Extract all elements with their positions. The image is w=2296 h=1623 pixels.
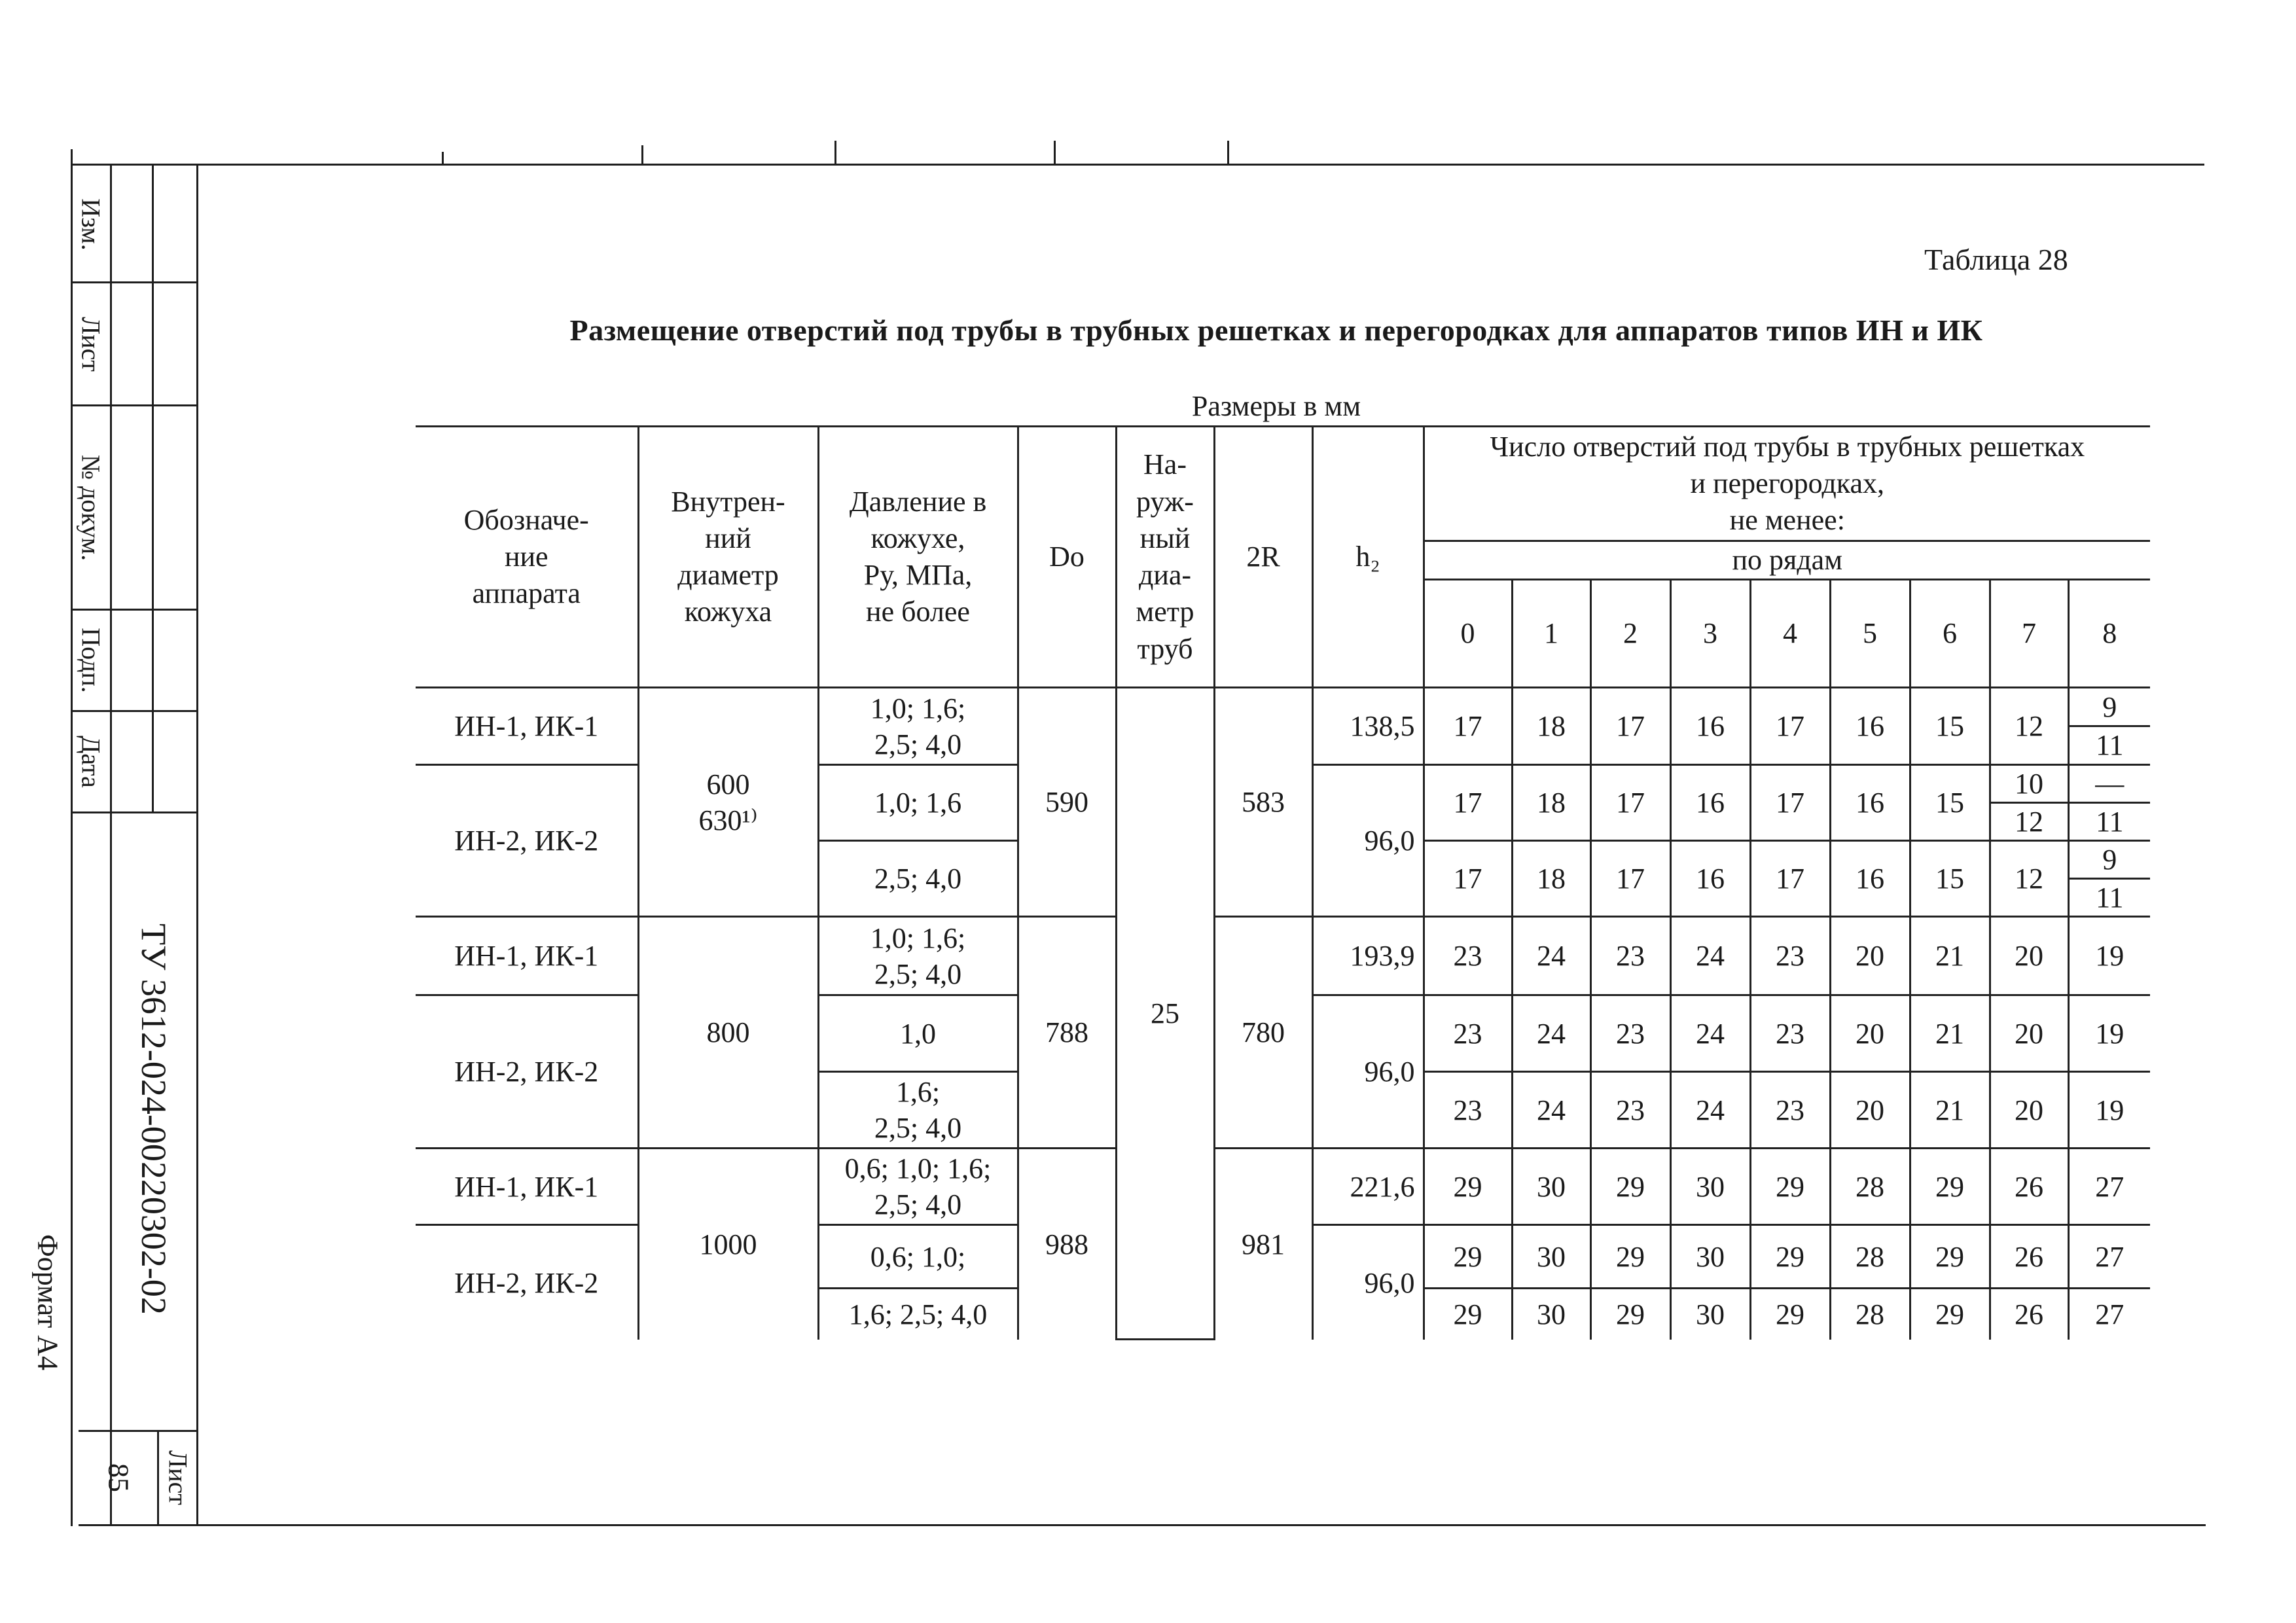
count-cell: 21: [1910, 1072, 1990, 1149]
do-cell: 788: [1018, 917, 1116, 1149]
count-cell: 20: [1830, 995, 1910, 1072]
h2-cell: 96,0: [1312, 1225, 1424, 1340]
count-cell: 28: [1830, 1225, 1910, 1289]
count-cell: 15: [1910, 688, 1990, 765]
two-r-cell: 583: [1214, 688, 1312, 917]
count-cell: 30: [1670, 1149, 1750, 1225]
header-designation: Обозначе- ние аппарата: [416, 427, 638, 688]
stamp-list-label: Лист: [76, 316, 106, 372]
count-cell: 26: [1990, 1149, 2068, 1225]
count-cell: 23: [1750, 1072, 1830, 1149]
stamp-list-cell: [72, 283, 110, 404]
count-cell: 16: [1830, 765, 1910, 841]
stamp-sign-label: Подп.: [76, 628, 106, 693]
count-cell: 29: [1424, 1289, 1512, 1340]
two-r-cell: 981: [1214, 1149, 1312, 1340]
top-tick: [1054, 141, 1056, 164]
count-cell: 21: [1910, 917, 1990, 995]
stamp-col-line-2: [152, 164, 154, 812]
count-cell: 29: [1590, 1225, 1670, 1289]
doc-code-cell: [111, 825, 196, 1414]
count-cell: 29: [1750, 1289, 1830, 1340]
pressure-cell: 1,0; 1,6; 2,5; 4,0: [818, 688, 1018, 765]
count-cell: 29: [1424, 1225, 1512, 1289]
count-cell: 12: [1990, 841, 2068, 917]
count-cell: 23: [1750, 995, 1830, 1072]
count-cell: 30: [1512, 1149, 1590, 1225]
pressure-cell: 0,6; 1,0; 1,6; 2,5; 4,0: [818, 1149, 1018, 1225]
stamp-docno-label: № докум.: [76, 454, 106, 561]
row-index: 6: [1910, 580, 1990, 688]
do-cell: 590: [1018, 688, 1116, 917]
fraction-top: 9: [2070, 842, 2151, 880]
header-2r: 2R: [1214, 427, 1312, 688]
count-cell: 29: [1750, 1149, 1830, 1225]
count-cell: 15: [1910, 841, 1990, 917]
header-outer-tube: На- руж- ный диа- метр труб: [1116, 427, 1214, 688]
top-tick: [1227, 141, 1229, 164]
count-cell: 23: [1424, 995, 1512, 1072]
fraction-cell: [2068, 688, 2150, 765]
sheet-no-cell: [80, 1432, 157, 1524]
count-cell: 23: [1750, 917, 1830, 995]
count-cell: 24: [1512, 995, 1590, 1072]
fraction-top: 9: [2070, 689, 2151, 727]
stamp-sep-lower: [71, 812, 198, 813]
row-index: 2: [1590, 580, 1670, 688]
count-cell: 29: [1590, 1289, 1670, 1340]
header-by-rows: по рядам: [1424, 541, 2150, 580]
units-note: Размеры в мм: [1191, 390, 1361, 422]
fraction-cell: [2068, 841, 2150, 917]
count-cell: 20: [1990, 917, 2068, 995]
doc-code: ТУ 3612-024-00220302-02: [134, 923, 173, 1315]
holes-table: [416, 425, 2150, 1340]
count-cell: 24: [1670, 1072, 1750, 1149]
count-cell: 12: [1990, 688, 2068, 765]
stamp-date-cell: [72, 712, 110, 812]
pressure-cell: 1,0; 1,6; 2,5; 4,0: [818, 917, 1018, 995]
count-cell: 19: [2068, 995, 2150, 1072]
count-cell: 20: [1830, 1072, 1910, 1149]
count-cell: 17: [1750, 688, 1830, 765]
sheet-label-cell: [159, 1432, 197, 1524]
header-do: Do: [1018, 427, 1116, 688]
count-cell: 26: [1990, 1289, 2068, 1340]
count-cell: 21: [1910, 995, 1990, 1072]
outer-tube-cell: 25: [1116, 688, 1214, 1340]
format-label: Формат А4: [31, 1234, 64, 1371]
top-tick: [442, 152, 444, 164]
row-index: 3: [1670, 580, 1750, 688]
count-cell: 17: [1750, 765, 1830, 841]
fraction-cell: [2068, 765, 2150, 841]
designation-cell: ИН-1, ИК-1: [416, 917, 638, 995]
count-cell: 26: [1990, 1225, 2068, 1289]
pressure-cell: 1,0; 1,6: [818, 765, 1018, 841]
header-holes: Число отверстий под трубы в трубных решетках и перегородках, не менее:: [1424, 427, 2150, 541]
count-cell: 27: [2068, 1149, 2150, 1225]
count-cell: 27: [2068, 1289, 2150, 1340]
sheet-label: Лист: [163, 1450, 193, 1505]
stamp-date-label: Дата: [76, 736, 106, 788]
fraction-bottom: 11: [2096, 882, 2124, 914]
count-cell: 29: [1910, 1225, 1990, 1289]
count-cell: 29: [1910, 1149, 1990, 1225]
stamp-sign-cell: [72, 611, 110, 710]
row-index: 1: [1512, 580, 1590, 688]
pressure-cell: 2,5; 4,0: [818, 841, 1018, 917]
h2-cell: 138,5: [1312, 688, 1424, 765]
row-index: 5: [1830, 580, 1910, 688]
count-cell: 23: [1424, 1072, 1512, 1149]
count-cell: 24: [1512, 1072, 1590, 1149]
count-cell: 16: [1670, 765, 1750, 841]
count-cell: 23: [1424, 917, 1512, 995]
count-cell: 17: [1424, 841, 1512, 917]
pressure-cell: 1,6; 2,5; 4,0: [818, 1072, 1018, 1149]
fraction-bottom: 11: [2096, 729, 2124, 762]
designation-cell: ИН-1, ИК-1: [416, 1149, 638, 1225]
h2-cell: 221,6: [1312, 1149, 1424, 1225]
count-cell: 16: [1670, 841, 1750, 917]
count-cell: 23: [1590, 917, 1670, 995]
pressure-cell: 1,0: [818, 995, 1018, 1072]
count-cell: 28: [1830, 1149, 1910, 1225]
frame-top-line: [71, 164, 2204, 166]
count-cell: 18: [1512, 688, 1590, 765]
count-cell: 17: [1590, 688, 1670, 765]
top-tick: [834, 141, 836, 164]
count-cell: 17: [1424, 765, 1512, 841]
h2-cell: 96,0: [1312, 765, 1424, 917]
row-index: 8: [2068, 580, 2150, 688]
pressure-cell: 1,6; 2,5; 4,0: [818, 1289, 1018, 1340]
do-cell: 988: [1018, 1149, 1116, 1340]
count-cell: 15: [1910, 765, 1990, 841]
frame-bottom-line: [79, 1524, 2206, 1526]
count-cell: 18: [1512, 765, 1590, 841]
two-r-cell: 780: [1214, 917, 1312, 1149]
table-number: Таблица 28: [1924, 243, 2068, 276]
count-cell: 30: [1512, 1289, 1590, 1340]
count-cell: 28: [1830, 1289, 1910, 1340]
count-cell: 20: [1990, 1072, 2068, 1149]
diameter-cell: 800: [638, 917, 818, 1149]
designation-cell: ИН-1, ИК-1: [416, 688, 638, 765]
header-pressure: Давление в кожухе, Pу, МПа, не более: [818, 427, 1018, 688]
count-cell: 24: [1670, 995, 1750, 1072]
sheet-number: 85: [102, 1463, 135, 1492]
count-cell: 23: [1590, 1072, 1670, 1149]
count-cell: 30: [1512, 1225, 1590, 1289]
count-cell: 19: [2068, 917, 2150, 995]
count-cell: 20: [1990, 995, 2068, 1072]
fraction-bottom: 11: [2096, 806, 2124, 838]
pressure-cell: 0,6; 1,0;: [818, 1225, 1018, 1289]
count-cell: 20: [1830, 917, 1910, 995]
count-cell: 17: [1424, 688, 1512, 765]
count-cell: 19: [2068, 1072, 2150, 1149]
header-inner-diameter: Внутрен- ний диаметр кожуха: [638, 427, 818, 688]
fraction-top: —: [2070, 766, 2151, 804]
stamp-docno-cell: [72, 406, 110, 609]
row-index: 0: [1424, 580, 1512, 688]
format-cell: [26, 1198, 69, 1407]
count-cell: 30: [1670, 1225, 1750, 1289]
count-cell: 16: [1830, 841, 1910, 917]
diameter-cell: 1000: [638, 1149, 818, 1340]
count-cell: 16: [1670, 688, 1750, 765]
row-index: 7: [1990, 580, 2068, 688]
count-cell: 17: [1750, 841, 1830, 917]
count-cell: 23: [1590, 995, 1670, 1072]
count-cell: 17: [1590, 765, 1670, 841]
stamp-izm-label: Изм.: [76, 198, 106, 251]
designation-cell: ИН-2, ИК-2: [416, 765, 638, 917]
diameter-cell: 600 630¹⁾: [638, 688, 818, 917]
h2-cell: 96,0: [1312, 995, 1424, 1149]
count-cell: 29: [1590, 1149, 1670, 1225]
designation-cell: ИН-2, ИК-2: [416, 1225, 638, 1340]
table-title: Размещение отверстий под трубы в трубных решетках и перегородках для аппаратов типов ИН и ИК: [569, 313, 1983, 347]
fraction-cell: [1990, 765, 2068, 841]
count-cell: 17: [1590, 841, 1670, 917]
h2-cell: 193,9: [1312, 917, 1424, 995]
count-cell: 29: [1424, 1149, 1512, 1225]
stamp-izm-cell: [72, 167, 110, 281]
count-cell: 27: [2068, 1225, 2150, 1289]
row-index: 4: [1750, 580, 1830, 688]
designation-cell: ИН-2, ИК-2: [416, 995, 638, 1149]
count-cell: 29: [1750, 1225, 1830, 1289]
count-cell: 24: [1512, 917, 1590, 995]
count-cell: 16: [1830, 688, 1910, 765]
fraction-top: 10: [1991, 766, 2068, 804]
count-cell: 30: [1670, 1289, 1750, 1340]
top-tick: [641, 145, 643, 164]
count-cell: 24: [1670, 917, 1750, 995]
frame-inner-left-line: [196, 164, 198, 1525]
header-h2: h₂: [1312, 427, 1424, 688]
fraction-bottom: 12: [2015, 806, 2043, 838]
count-cell: 29: [1910, 1289, 1990, 1340]
count-cell: 18: [1512, 841, 1590, 917]
